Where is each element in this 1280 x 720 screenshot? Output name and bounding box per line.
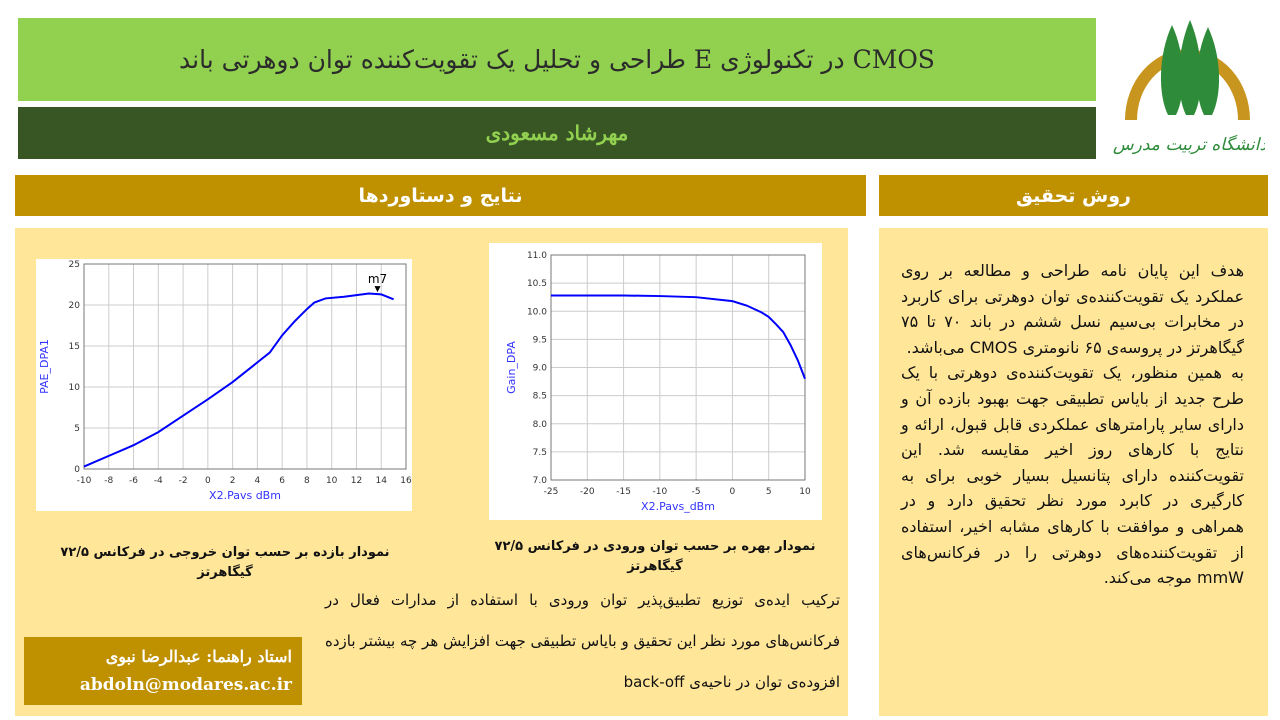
pae-chart (36, 259, 412, 511)
results-heading: نتایج و دستاوردها (15, 175, 866, 216)
method-paragraph-2: به همین منظور، یک تقویت‌کننده‌ی دوهرتی با یک طرح جدید از بایاس تطبیقی جهت بهبود بازده آن و دارای سایر پارامترهای عملکردی قابل قبول، ارائه و نتایج با کارهای روز اخیر مقایسه شد. این تقویت‌کننده دارای پتانسیل بسیار خوبی برای به کارگیری در کابرد مورد نظر تحقیق دارد و در همراهی و موافقت با کارهای مشابه اخیر، استفاده از تقویت‌کننده‌های دوهرتی را در فرکانس‌های mmW موجه می‌کند. (901, 363, 1244, 588)
x-tick-label: -25 (543, 487, 559, 497)
x-tick-label: -6 (129, 476, 139, 486)
y-tick-label: 15 (68, 342, 80, 352)
y-tick-label: 20 (68, 301, 80, 311)
x-tick-label: 5 (765, 487, 772, 497)
marker-triangle (375, 286, 381, 292)
x-tick-label: -15 (616, 487, 631, 497)
y-tick-label: 7.5 (532, 447, 547, 458)
x-tick-label: 6 (279, 476, 286, 486)
data-series-line (84, 294, 394, 467)
y-tick-label: 8.0 (532, 419, 547, 430)
x-tick-label: -10 (76, 476, 92, 486)
x-tick-label: 10 (325, 476, 338, 486)
x-axis-label: X2.Pavs dBm (209, 489, 281, 502)
x-axis-label: X2.Pavs_dBm (641, 500, 715, 513)
x-tick-label: 12 (350, 476, 363, 486)
y-tick-label: 10 (68, 383, 80, 393)
advisor-email[interactable]: abdoln@modares.ac.ir (79, 675, 292, 695)
x-tick-label: 0 (204, 476, 211, 486)
x-tick-label: 16 (400, 476, 412, 486)
x-tick-label: 10 (799, 487, 811, 497)
method-heading: روش تحقیق (879, 175, 1268, 216)
logo-text: دانشگاه تربیت مدرس (1112, 135, 1265, 155)
y-tick-label: 25 (68, 260, 80, 270)
y-tick-label: 10.0 (526, 307, 547, 318)
x-tick-label: -20 (579, 487, 595, 497)
advisor-name: استاد راهنما: عبدالرضا نبوی (105, 647, 292, 666)
x-tick-label: 2 (229, 476, 236, 486)
y-axis-label: Gain_DPA (505, 341, 518, 394)
y-tick-label: 8.5 (532, 391, 547, 402)
method-paragraph-1: هدف این پایان نامه طراحی و مطالعه بر روی عملکرد یک تقویت‌کننده‌ی توان دوهرتی برای کاربرد در مخابرات بی‌سیم نسل ششم در باند ۷۰ تا ۷۵ گیگاهرتز در پروسه‌ی ۶۵ نانومتری CMOS می‌باشد. (901, 261, 1245, 357)
x-tick-label: 4 (254, 476, 261, 486)
x-tick-label: -8 (104, 476, 114, 486)
method-panel (879, 228, 1268, 716)
y-tick-label: 5 (74, 424, 80, 434)
y-tick-label: 9.5 (532, 335, 547, 346)
y-tick-label: 10.5 (526, 279, 547, 290)
marker-label: m7 (367, 272, 388, 287)
x-tick-label: -4 (153, 476, 163, 486)
data-series-line (551, 296, 805, 379)
gain-chart (489, 243, 822, 520)
author-name: مهرشاد مسعودی (18, 107, 1096, 159)
poster-title: طراحی و تحلیل یک تقویت‌کننده توان دوهرتی باند E در تکنولوژی CMOS (18, 18, 1096, 101)
x-tick-label: 0 (729, 487, 736, 497)
x-tick-label: -10 (652, 487, 668, 497)
results-description: ترکیب ایده‌ی توزیع تطبیق‌پذیر توان ورودی با استفاده از مدارات فعال در فرکانس‌های مورد نظر این تحقیق و بایاس تطبیقی جهت افزایش هر چه بیشتر بازده افزوده‌ی توان در ناحیه‌ی back-off (325, 591, 840, 691)
advisor-box (24, 637, 302, 705)
y-tick-label: 7.0 (532, 476, 547, 486)
x-tick-label: 14 (375, 476, 387, 486)
y-tick-label: 9.0 (532, 363, 547, 374)
gain-caption: نمودار بهره بر حسب توان ورودی در فرکانس ۷۲/۵ گیگاهرتز (494, 539, 816, 574)
y-axis-label: PAE_DPA1 (38, 339, 51, 394)
pae-caption: نمودار بازده بر حسب توان خروجی در فرکانس ۷۲/۵ گیگاهرتز (60, 545, 390, 580)
y-tick-label: 0 (74, 465, 80, 475)
university-logo (1110, 15, 1265, 165)
x-tick-label: -2 (178, 476, 188, 486)
y-tick-label: 11.0 (526, 251, 547, 261)
x-tick-label: 8 (304, 476, 310, 486)
x-tick-label: -5 (691, 487, 701, 497)
